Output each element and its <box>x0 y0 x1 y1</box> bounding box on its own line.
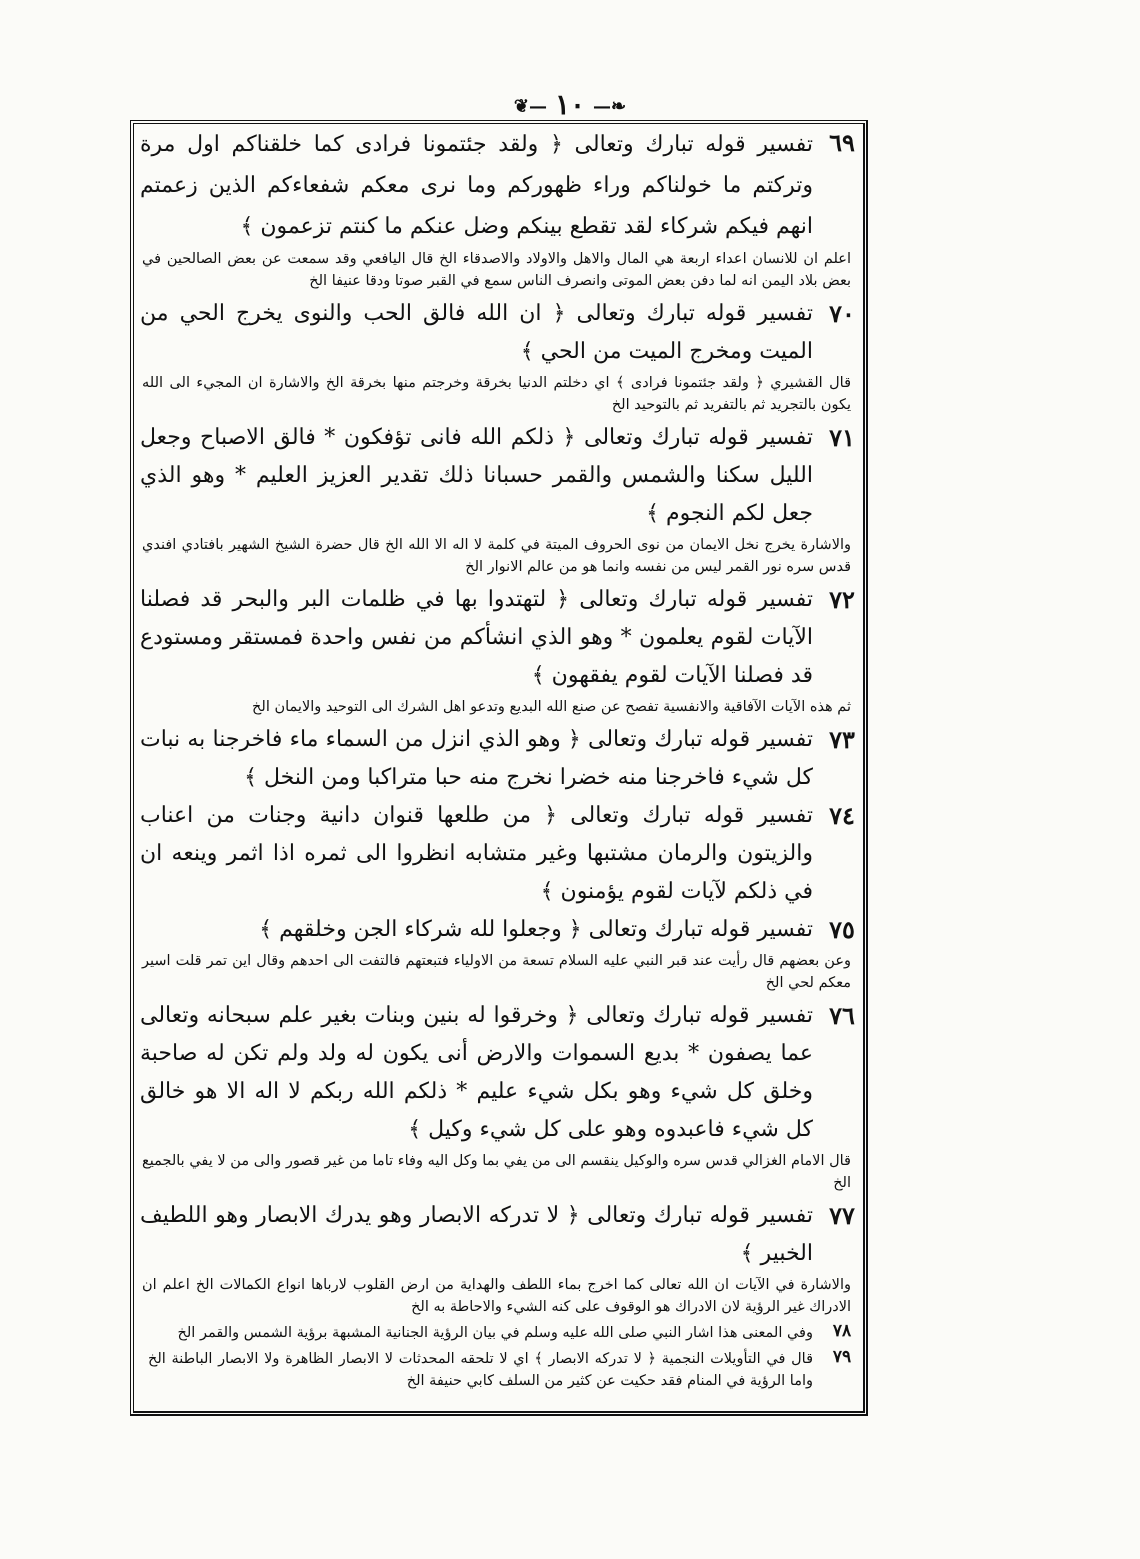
verse-text: تفسير قوله تبارك وتعالى ﴿ ان الله فالق الحب والنوى يخرج الحي من الميت ومخرج الميت من الحي ﴾ <box>140 301 813 364</box>
note-text: قال القشيري ﴿ ولقد جئتمونا فرادى ﴾ اي دخلتم الدنيا بخرقة وخرجتم منها بخرقة الخ والاشارة ان المجيء الى الله يكون بالتجريد ثم بالتفريد ثم بالتوحيد الخ <box>142 375 851 413</box>
commentary-entry <box>134 124 863 247</box>
verse-text: تفسير قوله تبارك وتعالى ﴿ من طلعها قنوان دانية وجنات من اعناب والزيتون والرمان مشتبها وغير متشابه انظروا الى ثمره اذا اثمر وينعه ان في ذلكم لآيات لقوم يؤمنون ﴾ <box>140 803 813 904</box>
page-frame <box>130 120 868 1416</box>
note-text: وعن بعضهم قال رأيت عند قبر النبي عليه السلام تسعة من الاولياء فتبعتهم فالتفت الى احدهم وقال اين تمر قلت اسير معكم لحي الخ <box>142 953 851 991</box>
entry-number: ٦٩ <box>829 128 855 157</box>
verse-text: تفسير قوله تبارك وتعالى ﴿ وخرقوا له بنين وبنات بغير علم سبحانه وتعالى عما يصفون * بديع السموات والارض أنى يكون له ولد ولم تكن له صاحبة وخلق كل شيء وهو بكل شيء عليم * ذلكم الله ربكم لا اله الا هو خالق كل شيء فاعبدوه وهو على كل شيء وكيل ﴾ <box>140 1003 813 1142</box>
verse-text: تفسير قوله تبارك وتعالى ﴿ لا تدركه الابصار وهو يدرك الابصار وهو اللطيف الخبير ﴾ <box>140 1203 813 1266</box>
ornament-icon: ❦— <box>513 96 547 117</box>
verse-text: تفسير قوله تبارك وتعالى ﴿ ولقد جئتمونا فرادى كما خلقناكم اول مرة وتركتم ما خولناكم وراء ظهوركم وما نرى معكم شفعاءكم الذين زعمتم انهم فيكم شركاء لقد تقطع بينكم وضل عنكم ما كنتم تزعمون ﴾ <box>140 132 813 239</box>
entry-number: ٧٥ <box>829 915 855 944</box>
note-text: اعلم ان للانسان اعداء اربعة هي المال والاهل والاولاد والاصدقاء الخ قال اليافعي وقد سمعت عن بعض الصالحين في بعض بلاد اليمن انه لما دفن بعض الموتى وانصرف الناس سمع في القبر صوتا ودقا عنيفا الخ <box>142 251 851 289</box>
entry-number: ٧٨ <box>832 1321 852 1341</box>
verse-text: تفسير قوله تبارك وتعالى ﴿ وجعلوا لله شركاء الجن وخلقهم ﴾ <box>259 917 813 942</box>
commentary-entry <box>134 997 863 1149</box>
entry-number: ٧١ <box>829 423 855 452</box>
commentary-entry <box>134 911 863 949</box>
entry-number: ٧٠ <box>829 299 855 328</box>
commentary-entry <box>134 419 863 533</box>
note-text: ثم هذه الآيات الآفاقية والانفسية تفصح عن صنع الله البديع وتدعو اهل الشرك الى التوحيد والايمان الخ <box>252 699 851 715</box>
note-text: وفي المعنى هذا اشار النبي صلى الله عليه وسلم في بيان الرؤية الجنانية المشبهة برؤية الشمس والقمر الخ <box>177 1325 813 1341</box>
entry-number: ٧٤ <box>829 801 855 830</box>
entry-number: ٧٧ <box>829 1201 855 1230</box>
entry-number: ٧٦ <box>829 1001 855 1030</box>
commentary-entry <box>134 295 863 371</box>
verse-text: تفسير قوله تبارك وتعالى ﴿ وهو الذي انزل من السماء ماء فاخرجنا به نبات كل شيء فاخرجنا منه خضرا نخرج منه حبا متراكبا ومن النخل ﴾ <box>140 727 813 790</box>
entry-number: ٧٩ <box>832 1347 852 1367</box>
page-number-value: ١٠ <box>554 88 586 121</box>
commentary-entry <box>134 1321 863 1347</box>
note-text: قال الامام الغزالي قدس سره والوكيل ينقسم الى من يفي بما وكل اليه وفاء تاما من غير قصور والى من لا يفي بالجميع الخ <box>142 1153 851 1191</box>
commentary-entry <box>134 1197 863 1273</box>
note-text: والاشارة في الآيات ان الله تعالى كما اخرج بماء اللطف والهداية من ارض القلوب لارباها انواع الكمالات الخ اعلم ان الادراك غير الرؤية لان الادراك هو الوقوف على كنه الشيء والاحاطة به الخ <box>142 1277 851 1315</box>
commentary-entry <box>134 581 863 695</box>
commentary-entry <box>134 797 863 911</box>
commentary-entry <box>134 721 863 797</box>
page-number <box>0 88 1140 121</box>
note-text: قال في التأويلات النجمية ﴿ لا تدركه الابصار ﴾ اي لا تلحقه المحدثات لا الابصار الظاهرة ولا الابصار الباطنة الخ واما الرؤية في المنام فقد حكيت عن كثير من السلف كابي حنيفة الخ <box>148 1351 813 1389</box>
verse-text: تفسير قوله تبارك وتعالى ﴿ لتهتدوا بها في ظلمات البر والبحر قد فصلنا الآيات لقوم يعلمون * وهو الذي انشأكم من نفس واحدة فمستقر ومستودع قد فصلنا الآيات لقوم يفقهون ﴾ <box>140 587 813 688</box>
note-text: والاشارة يخرج نخل الايمان من نوى الحروف الميتة في كلمة لا اله الا الله الخ قال حضرة الشيخ الشهير بافتادي افندي قدس سره نور القمر ليس من نفسه وانما هو من عالم الانوار الخ <box>142 537 851 575</box>
ornament-icon: —❧ <box>593 96 627 117</box>
entry-number: ٧٢ <box>829 585 855 614</box>
entry-number: ٧٣ <box>829 725 855 754</box>
commentary-entry <box>134 1347 863 1395</box>
verse-text: تفسير قوله تبارك وتعالى ﴿ ذلكم الله فانى تؤفكون * فالق الاصباح وجعل الليل سكنا والشمس والقمر حسبانا ذلك تقدير العزيز العليم * وهو الذي جعل لكم النجوم ﴾ <box>140 425 813 526</box>
